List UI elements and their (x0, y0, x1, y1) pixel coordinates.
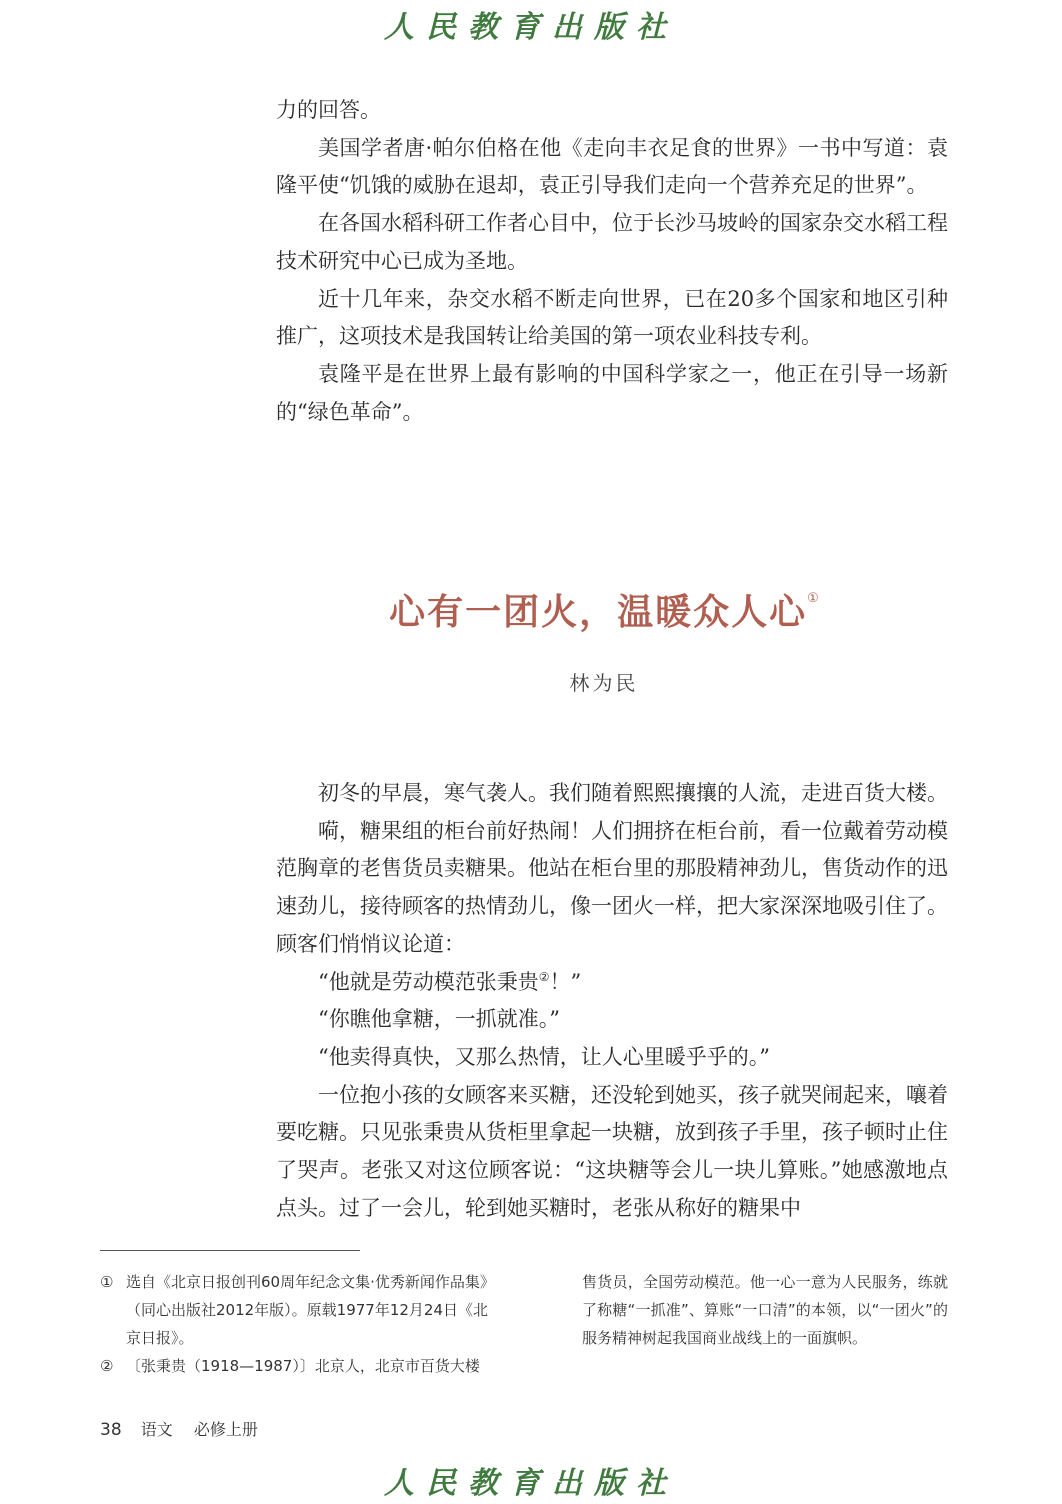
publisher-seal-top: 人民教育出版社 (384, 10, 678, 45)
page-number: 38 (100, 1420, 122, 1440)
volume-name: 必修上册 (193, 1420, 258, 1439)
page-footer (100, 1417, 258, 1440)
article-title-block (0, 584, 1062, 635)
footnotes-left-column (100, 1268, 495, 1380)
footnote-divider (100, 1250, 360, 1251)
paragraph: “你瞧他拿糖，一抓就准。” (318, 1007, 560, 1032)
footnote (100, 1268, 495, 1352)
article-title: 心有一团火，温暖众人心 (389, 591, 808, 633)
paragraph (276, 964, 948, 1002)
paragraph: 一位抱小孩的女顾客来买糖，还没轮到她买，孩子就哭闹起来，嚷着要吃糖。只见张秉贵从货柜里拿起一块糖，放到孩子手里，孩子顿时止住了哭声。老张又对这位顾客说：“这块糖等会儿一块儿算账。”她感激地点点头。过了一会儿，轮到她买糖时，老张从称好的糖果中 (276, 1082, 948, 1220)
paragraph: 美国学者唐·帕尔伯格在他《走向丰衣足食的世界》一书中写道：袁隆平使“饥饿的威胁在退却，袁正引导我们走向一个营养充足的世界”。 (276, 135, 948, 198)
footnote-text: 选自《北京日报创刊60周年纪念文集·优秀新闻作品集》（同心出版社2012年版）。原载1977年12月24日《北京日报》。 (126, 1273, 495, 1347)
article-author: 林为民 (569, 671, 639, 695)
book-name: 语文 (140, 1420, 173, 1439)
footnote-mark: ② (538, 969, 550, 984)
quote-text: “他就是劳动模范张秉贵 (318, 969, 539, 994)
paragraph: 在各国水稻科研工作者心目中，位于长沙马坡岭的国家杂交水稻工程技术研究中心已成为圣地。 (276, 211, 948, 273)
article-body (276, 775, 948, 1227)
paragraph: 袁隆平是在世界上最有影响的中国科学家之一，他正在引导一场新的“绿色革命”。 (276, 361, 948, 424)
continued-text (276, 92, 948, 431)
title-note-mark: ① (807, 591, 819, 606)
footnote-number: ① (100, 1273, 114, 1291)
paragraph: 嗬，糖果组的柜台前好热闹！人们拥挤在柜台前，看一位戴着劳动模范胸章的老售货员卖糖果。他站在柜台里的那股精神劲儿，售货动作的迅速劲儿，接待顾客的热情劲儿，像一团火一样，把大家深深地吸引住了。顾客们悄悄议论道： (276, 818, 948, 956)
footnote (100, 1352, 495, 1380)
paragraph: “他卖得真快，又那么热情，让人心里暖乎乎的。” (318, 1044, 770, 1069)
footnotes-right-column: 售货员，全国劳动模范。他一心一意为人民服务，练就了称糖“一抓准”、算账“一口清”的本领，以“一团火”的服务精神树起我国商业战线上的一面旗帜。 (582, 1273, 948, 1347)
footnote-number: ② (100, 1357, 114, 1375)
paragraph: 力的回答。 (276, 98, 381, 122)
footnote-text: 〔张秉贵（1918—1987）〕北京人，北京市百货大楼 (126, 1357, 480, 1375)
paragraph: 初冬的早晨，寒气袭人。我们随着熙熙攘攘的人流，走进百货大楼。 (318, 781, 948, 805)
publisher-seal-bottom: 人民教育出版社 (384, 1466, 678, 1501)
paragraph: 近十几年来，杂交水稻不断走向世界，已在20多个国家和地区引种推广，这项技术是我国转让给美国的第一项农业科技专利。 (276, 286, 948, 349)
quote-text-end: ！” (549, 969, 582, 994)
